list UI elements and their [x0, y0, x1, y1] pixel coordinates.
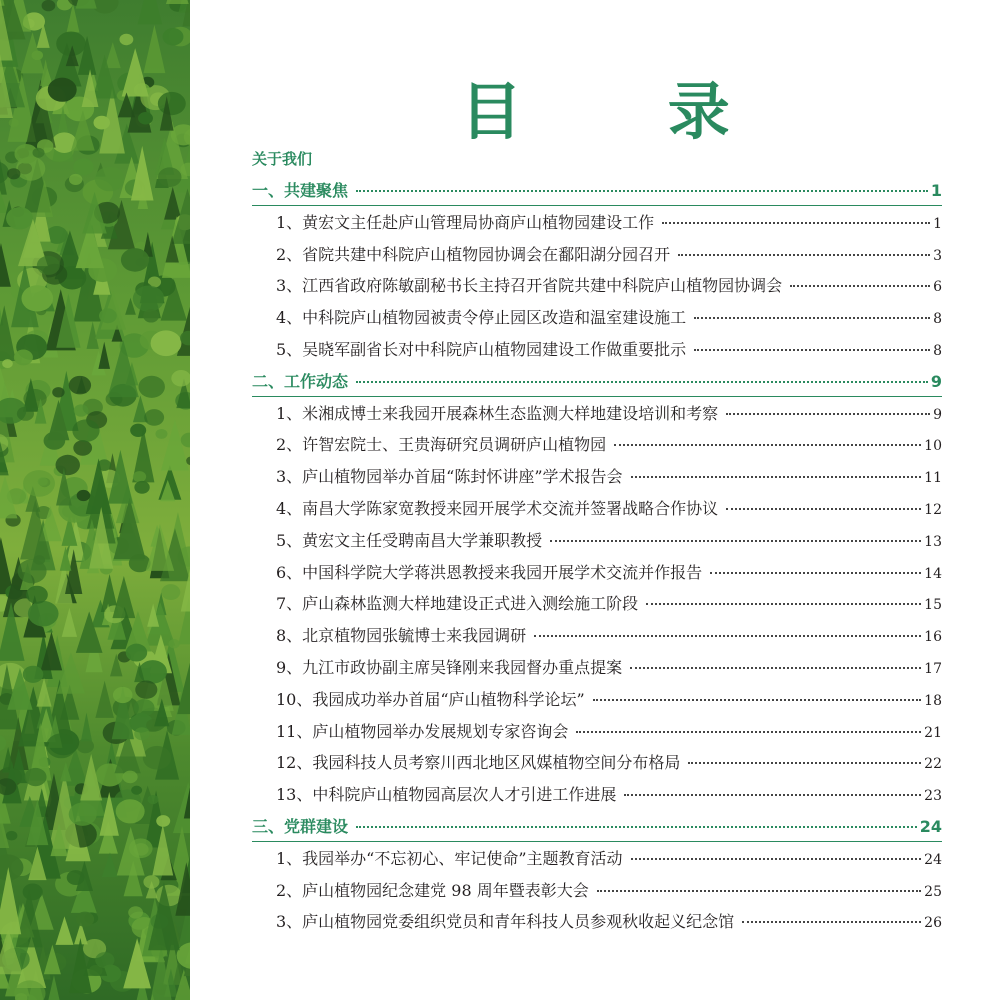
toc-page-number: 13 [924, 533, 942, 550]
toc-page-number: 6 [933, 279, 942, 296]
toc-page-number: 15 [924, 597, 942, 614]
dot-leader [662, 222, 930, 224]
toc-section[interactable] [252, 810, 942, 842]
toc-page-number: 1 [933, 215, 942, 232]
toc-section[interactable] [252, 174, 942, 206]
toc-item[interactable] [252, 333, 942, 365]
toc-item[interactable] [252, 556, 942, 588]
toc-entry-title: 10、我园成功举办首届“庐山植物科学论坛” [276, 689, 585, 709]
dot-leader [614, 444, 921, 446]
toc-page-number: 9 [930, 371, 942, 391]
toc-entry-title: 9、九江市政协副主席吴锋刚来我园督办重点提案 [276, 657, 623, 677]
toc-item[interactable] [252, 905, 942, 937]
toc-page-number: 18 [924, 692, 942, 709]
toc-entry-title: 4、南昌大学陈家宽教授来园开展学术交流并签署战略合作协议 [276, 498, 719, 518]
toc-item[interactable] [252, 842, 942, 874]
toc-entry-title: 12、我园科技人员考察川西北地区风媒植物空间分布格局 [276, 753, 681, 773]
toc-item[interactable] [252, 301, 942, 333]
toc-item[interactable] [252, 397, 942, 429]
toc-item[interactable] [252, 683, 942, 715]
toc-item[interactable] [252, 492, 942, 524]
toc-item[interactable] [252, 524, 942, 556]
dot-leader [624, 794, 921, 796]
toc-page-number: 22 [924, 756, 942, 773]
toc-page-number: 17 [924, 660, 942, 677]
toc-page-number: 26 [924, 915, 942, 932]
toc-entry-title: 1、我园举办“不忘初心、牢记使命”主题教育活动 [276, 848, 623, 868]
toc-entry-title: 6、中国科学院大学蒋洪恩教授来我园开展学术交流并作报告 [276, 562, 703, 582]
toc-item[interactable] [252, 746, 942, 778]
toc-item[interactable] [252, 715, 942, 747]
toc-page-number: 23 [924, 788, 942, 805]
toc-item[interactable] [252, 778, 942, 810]
toc-page-number: 8 [933, 311, 942, 328]
toc-entry-title: 一、共建聚焦 [252, 181, 349, 200]
toc-page-number: 8 [933, 342, 942, 359]
dot-leader [356, 190, 928, 192]
toc-item[interactable] [252, 874, 942, 906]
toc-item[interactable] [252, 651, 942, 683]
dot-leader [550, 540, 921, 542]
dot-leader [356, 826, 917, 828]
toc-entry-title: 1、米湘成博士来我园开展森林生态监测大样地建设培训和考察 [276, 403, 719, 423]
toc-entry-title: 11、庐山植物园举办发展规划专家咨询会 [276, 721, 569, 741]
section-divider [252, 396, 942, 397]
dot-leader [631, 476, 922, 478]
dot-leader [726, 413, 930, 415]
toc-entry-title: 2、许智宏院士、王贵海研究员调研庐山植物园 [276, 435, 607, 455]
toc-entry-title: 3、庐山植物园举办首届“陈封怀讲座”学术报告会 [276, 467, 623, 487]
toc-item[interactable] [252, 428, 942, 460]
toc-page-number: 24 [919, 816, 942, 836]
toc-entry-title: 二、工作动态 [252, 371, 349, 391]
page-title: 目 录 [460, 75, 792, 148]
dot-leader [646, 603, 921, 605]
dot-leader [710, 572, 921, 574]
dot-leader [678, 254, 930, 256]
about-us-link[interactable]: 关于我们 [252, 150, 313, 168]
dot-leader [597, 890, 921, 892]
toc-page-number: 14 [924, 565, 942, 582]
toc-section[interactable] [252, 365, 942, 397]
dot-leader [630, 667, 921, 669]
dot-leader [790, 285, 930, 287]
dot-leader [694, 349, 930, 351]
dot-leader [534, 635, 921, 637]
toc-page [190, 0, 1000, 1000]
toc-entry-title: 三、党群建设 [252, 816, 349, 836]
toc-entry-title: 2、省院共建中科院庐山植物园协调会在鄱阳湖分园召开 [276, 244, 671, 264]
toc-page-number: 21 [924, 724, 942, 741]
toc-item[interactable] [252, 460, 942, 492]
toc-page-number: 25 [924, 883, 942, 900]
dot-leader [356, 381, 928, 383]
toc-entry-title: 2、庐山植物园纪念建党 98 周年暨表彰大会 [276, 880, 589, 900]
toc-page-number: 11 [924, 470, 942, 487]
section-divider [252, 205, 942, 206]
dot-leader [726, 508, 921, 510]
toc-entry-title: 5、黄宏文主任受聘南昌大学兼职教授 [276, 530, 543, 550]
toc-page-number: 16 [924, 629, 942, 646]
toc-item[interactable] [252, 269, 942, 301]
toc-entry-title: 3、庐山植物园党委组织党员和青年科技人员参观秋收起义纪念馆 [276, 912, 735, 932]
dot-leader [688, 762, 921, 764]
dot-leader [593, 699, 921, 701]
dot-leader [631, 858, 922, 860]
dot-leader [576, 731, 921, 733]
toc-item[interactable] [252, 619, 942, 651]
toc-page-number: 9 [933, 406, 942, 423]
toc-page-number: 24 [924, 851, 942, 868]
toc-page-number: 1 [930, 181, 942, 200]
toc-page-number: 10 [924, 438, 942, 455]
toc-item[interactable] [252, 587, 942, 619]
toc-entry-title: 4、中科院庐山植物园被责令停止园区改造和温室建设施工 [276, 308, 687, 328]
table-of-contents [252, 174, 942, 937]
toc-item[interactable] [252, 238, 942, 270]
toc-entry-title: 8、北京植物园张毓博士来我园调研 [276, 626, 527, 646]
section-divider [252, 841, 942, 842]
toc-entry-title: 3、江西省政府陈敏副秘书长主持召开省院共建中科院庐山植物园协调会 [276, 276, 783, 296]
dot-leader [694, 317, 930, 319]
forest-photo [0, 0, 190, 1000]
toc-page-number: 12 [924, 501, 942, 518]
toc-entry-title: 5、吴晓军副省长对中科院庐山植物园建设工作做重要批示 [276, 339, 687, 359]
toc-page-number: 3 [933, 247, 942, 264]
toc-entry-title: 7、庐山森林监测大样地建设正式进入测绘施工阶段 [276, 594, 639, 614]
toc-item[interactable] [252, 206, 942, 238]
dot-leader [742, 921, 921, 923]
toc-entry-title: 1、黄宏文主任赴庐山管理局协商庐山植物园建设工作 [276, 212, 655, 232]
toc-entry-title: 13、中科院庐山植物园高层次人才引进工作进展 [276, 785, 617, 805]
